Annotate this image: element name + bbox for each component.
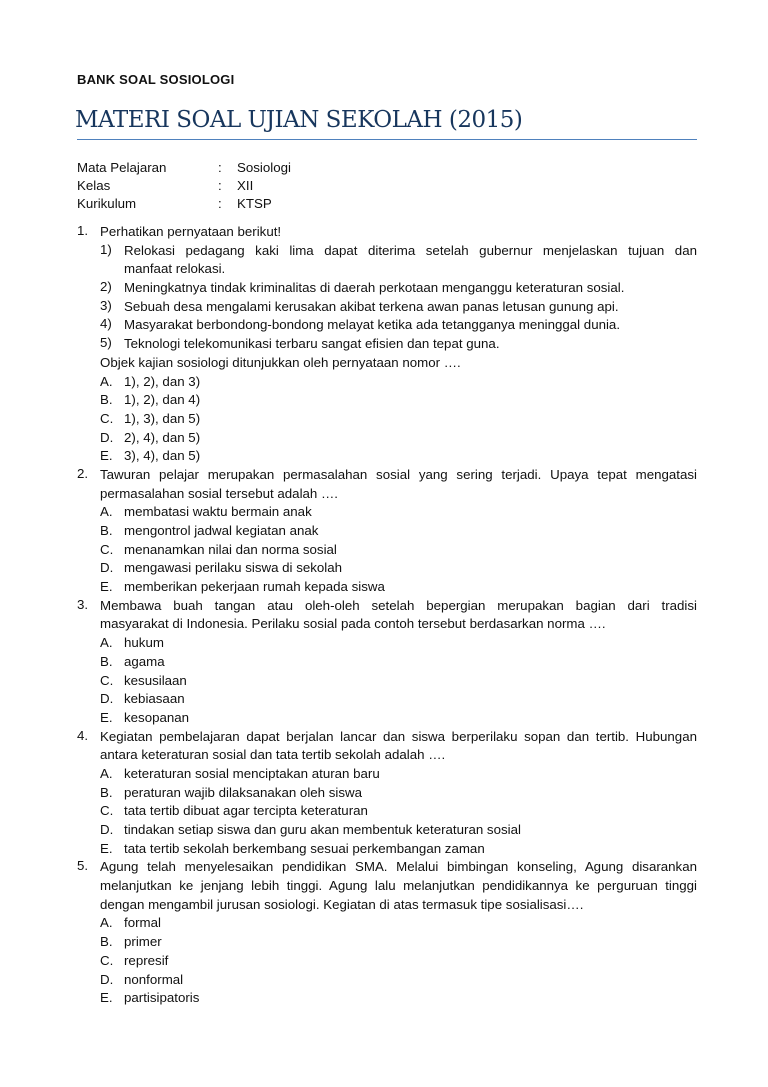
info-row (77, 177, 291, 195)
info-value: XII (237, 178, 254, 193)
answer-option (100, 578, 697, 597)
option-text: tindakan setiap siswa dan guru akan membentuk keteraturan sosial (124, 822, 521, 837)
option-text: formal (124, 915, 161, 931)
option-letter: A. (100, 915, 113, 931)
option-letter: A. (100, 765, 113, 781)
statement-item (100, 242, 697, 279)
option-letter: C. (100, 952, 114, 968)
answer-option (100, 410, 697, 429)
answer-option (100, 559, 697, 578)
option-text: peraturan wajib dilaksanakan oleh siswa (124, 784, 363, 800)
question-number: 3. (77, 596, 89, 612)
option-text: represif (124, 952, 169, 968)
info-row (77, 159, 291, 177)
option-letter: D. (100, 429, 114, 445)
option-text: mengontrol jadwal kegiatan anak (124, 523, 319, 538)
answer-option (100, 541, 697, 560)
answer-option (100, 373, 697, 392)
question-text: masyarakat di Indonesia. Perilaku sosial pada contoh tersebut berdasarkan norma …. (100, 616, 606, 632)
option-letter: D. (100, 560, 114, 576)
option-letter: D. (100, 971, 114, 987)
answer-option (100, 503, 697, 522)
answer-option (100, 765, 697, 784)
statement-number: 4) (100, 316, 112, 332)
statement-item (100, 279, 697, 298)
statement-number: 2) (100, 279, 112, 295)
question-text: permasalahan sosial tersebut adalah …. (100, 485, 339, 501)
option-text: 1), 2), dan 3) (124, 373, 201, 389)
question-text: melanjutkan ke jenjang lebih tinggi. Agung lalu melanjutkan pendidikannya ke perguruan tinggi (100, 878, 697, 894)
option-letter: C. (100, 410, 114, 426)
answer-option (100, 634, 697, 653)
question-item (77, 858, 697, 1008)
subject-info (77, 159, 291, 213)
statement-number: 3) (100, 297, 112, 313)
option-letter: C. (100, 803, 114, 819)
statement-text: Teknologi telekomunikasi terbaru sangat efisien dan tepat guna. (124, 336, 500, 352)
option-text: kebiasaan (124, 691, 185, 707)
answer-option (100, 709, 697, 728)
answer-option (100, 840, 697, 859)
option-letter: A. (100, 373, 113, 389)
info-colon: : (218, 178, 222, 193)
info-colon: : (218, 196, 222, 211)
option-letter: A. (100, 635, 113, 651)
option-text: partisipatoris (124, 990, 200, 1006)
option-text: 1), 3), dan 5) (124, 410, 201, 426)
statement-number: 1) (100, 241, 112, 257)
question-item (77, 728, 697, 859)
option-letter: E. (100, 579, 113, 595)
title-divider (77, 139, 697, 140)
info-row (77, 195, 291, 213)
question-text: Perhatikan pernyataan berikut! (100, 224, 282, 239)
info-label: Kurikulum (77, 196, 137, 211)
option-text: membatasi waktu bermain anak (124, 504, 312, 520)
answer-option (100, 952, 697, 971)
option-letter: D. (100, 691, 114, 707)
answer-option (100, 971, 697, 990)
option-text: 1), 2), dan 4) (124, 392, 201, 408)
question-item (77, 223, 697, 466)
page-title: MATERI SOAL UJIAN SEKOLAH (2015) (75, 107, 523, 133)
option-letter: B. (100, 523, 113, 538)
statement-item (100, 298, 697, 317)
answer-option (100, 933, 697, 952)
question-text: antara keteraturan sosial dan tata tertib sekolah adalah …. (100, 747, 446, 763)
option-letter: E. (100, 840, 113, 856)
statement-item (100, 316, 697, 335)
option-letter: B. (100, 934, 113, 950)
info-label: Mata Pelajaran (77, 160, 167, 175)
statement-text: manfaat relokasi. (124, 261, 226, 277)
option-text: kesusilaan (124, 672, 187, 688)
option-text: 3), 4), dan 5) (124, 448, 201, 464)
question-item (77, 597, 697, 728)
question-text: Membawa buah tangan atau oleh-oleh setelah bepergian merupakan bagian dari tradisi (100, 597, 697, 613)
option-letter: E. (100, 990, 113, 1006)
answer-option (100, 914, 697, 933)
answer-option (100, 784, 697, 803)
option-text: hukum (124, 635, 164, 651)
answer-option (100, 447, 697, 466)
answer-option (100, 672, 697, 691)
option-letter: B. (100, 784, 113, 800)
question-text: Kegiatan pembelajaran dapat berjalan lancar dan siswa berperilaku sopan dan tertib. Hubungan (100, 728, 697, 744)
answer-option (100, 821, 697, 840)
option-letter: B. (100, 653, 113, 669)
statement-item (100, 335, 697, 354)
statement-text: Masyarakat berbondong-bondong melayat ketika ada tetangganya meninggal dunia. (124, 317, 621, 333)
option-letter: E. (100, 709, 113, 725)
option-letter: A. (100, 504, 113, 520)
option-text: keteraturan sosial menciptakan aturan baru (124, 765, 380, 781)
option-text: kesopanan (124, 709, 190, 725)
option-text: nonformal (124, 971, 184, 987)
option-text: 2), 4), dan 5) (124, 429, 201, 445)
option-text: memberikan pekerjaan rumah kepada siswa (124, 579, 385, 595)
question-text: Agung telah menyelesaikan pendidikan SMA. Melalui bimbingan konseling, Agung disarankan (100, 859, 697, 875)
question-text: Tawuran pelajar merupakan permasalahan sosial yang sering terjadi. Upaya tepat mengatasi (100, 466, 697, 482)
option-letter: C. (100, 672, 114, 688)
option-text: tata tertib sekolah berkembang sesuai perkembangan zaman (124, 840, 485, 856)
answer-option (100, 391, 697, 410)
option-text: primer (124, 934, 162, 950)
option-text: agama (124, 653, 165, 669)
info-colon: : (218, 160, 222, 175)
info-label: Kelas (77, 178, 111, 193)
answer-option (100, 522, 697, 541)
answer-option (100, 653, 697, 672)
question-stem: Objek kajian sosiologi ditunjukkan oleh pernyataan nomor …. (100, 354, 461, 370)
question-number: 4. (77, 727, 89, 743)
answer-option (100, 690, 697, 709)
statement-text: Meningkatnya tindak kriminalitas di daerah perkotaan menganggu keteraturan sosial. (124, 280, 625, 296)
question-text: dengan mengambil jurusan sosiologi. Kegiatan di atas termasuk tipe sosialisasi…. (100, 896, 584, 912)
info-value: KTSP (237, 196, 272, 211)
option-text: mengawasi perilaku siswa di sekolah (124, 560, 343, 576)
statement-text: Relokasi pedagang kaki lima dapat diterima setelah gubernur menjelaskan tujuan dan (124, 242, 697, 258)
option-text: tata tertib dibuat agar tercipta keteraturan (124, 803, 368, 819)
option-text: menanamkan nilai dan norma sosial (124, 541, 337, 557)
answer-option (100, 429, 697, 448)
answer-option (100, 802, 697, 821)
question-item (77, 466, 697, 597)
statement-text: Sebuah desa mengalami kerusakan akibat terkena awan panas letusan gunung api. (124, 298, 619, 314)
option-letter: C. (100, 541, 114, 557)
question-number: 1. (77, 223, 89, 238)
info-value: Sosiologi (237, 160, 291, 175)
option-letter: B. (100, 392, 113, 408)
question-number: 2. (77, 465, 89, 481)
question-list (77, 223, 697, 1008)
bank-label: BANK SOAL SOSIOLOGI (77, 72, 235, 87)
option-letter: E. (100, 448, 113, 464)
answer-option (100, 989, 697, 1008)
statement-number: 5) (100, 335, 112, 351)
option-letter: D. (100, 822, 114, 837)
question-number: 5. (77, 858, 89, 874)
